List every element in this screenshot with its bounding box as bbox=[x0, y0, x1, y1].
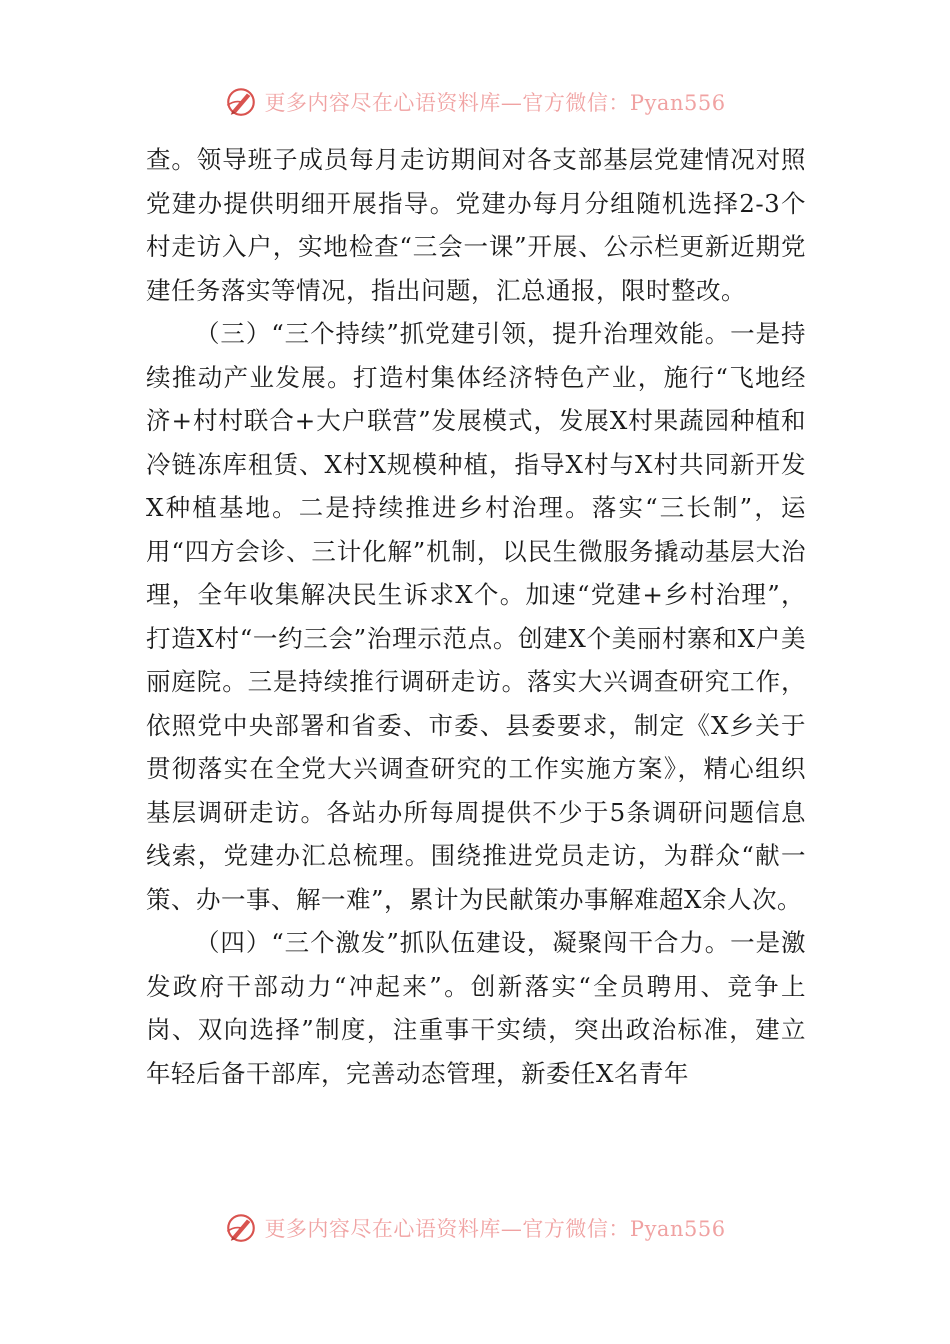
pen-logo-icon bbox=[224, 1211, 258, 1245]
footer-watermark bbox=[0, 1208, 950, 1248]
watermark-text: 更多内容尽在心语资料库—官方微信：Pyan556 bbox=[264, 1217, 726, 1241]
document-body bbox=[146, 138, 806, 1095]
paragraph-3: （四）“三个激发”抓队伍建设，凝聚闯干合力。一是激发政府干部动力“冲起来”。创新落实“全员聘用、竞争上岗、双向选择”制度，注重事干实绩，突出政治标准，建立年轻后备干部库，完善动态管理，新委任X名青年 bbox=[146, 928, 806, 1088]
pen-logo-icon bbox=[224, 85, 258, 119]
watermark-text: 更多内容尽在心语资料库—官方微信：Pyan556 bbox=[264, 91, 726, 115]
header-watermark bbox=[0, 82, 950, 122]
paragraph-2: （三）“三个持续”抓党建引领，提升治理效能。一是持续推动产业发展。打造村集体经济特色产业，施行“飞地经济+村村联合+大户联营”发展模式，发展X村果蔬园种植和冷链冻库租赁、X村X规模种植，指导X村与X村共同新开发X种植基地。二是持续推进乡村治理。落实“三长制”，运用“四方会诊、三计化解”机制，以民生微服务撬动基层大治理，全年收集解决民生诉求X个。加速“党建+乡村治理”，打造X村“一约三会”治理示范点。创建X个美丽村寨和X户美丽庭院。三是持续推行调研走访。落实大兴调查研究工作，依照党中央部署和省委、市委、县委要求，制定《X乡关于贯彻落实在全党大兴调查研究的工作实施方案》，精心组织基层调研走访。各站办所每周提供不少于5条调研问题信息线索，党建办汇总梳理。围绕推进党员走访，为群众“献一策、办一事、解一难”，累计为民献策办事解难超X余人次。 bbox=[146, 319, 806, 914]
paragraph-1: 查。领导班子成员每月走访期间对各支部基层党建情况对照党建办提供明细开展指导。党建办每月分组随机选择2-3个村走访入户，实地检查“三会一课”开展、公示栏更新近期党建任务落实等情况，指出问题，汇总通报，限时整改。 bbox=[146, 145, 806, 305]
